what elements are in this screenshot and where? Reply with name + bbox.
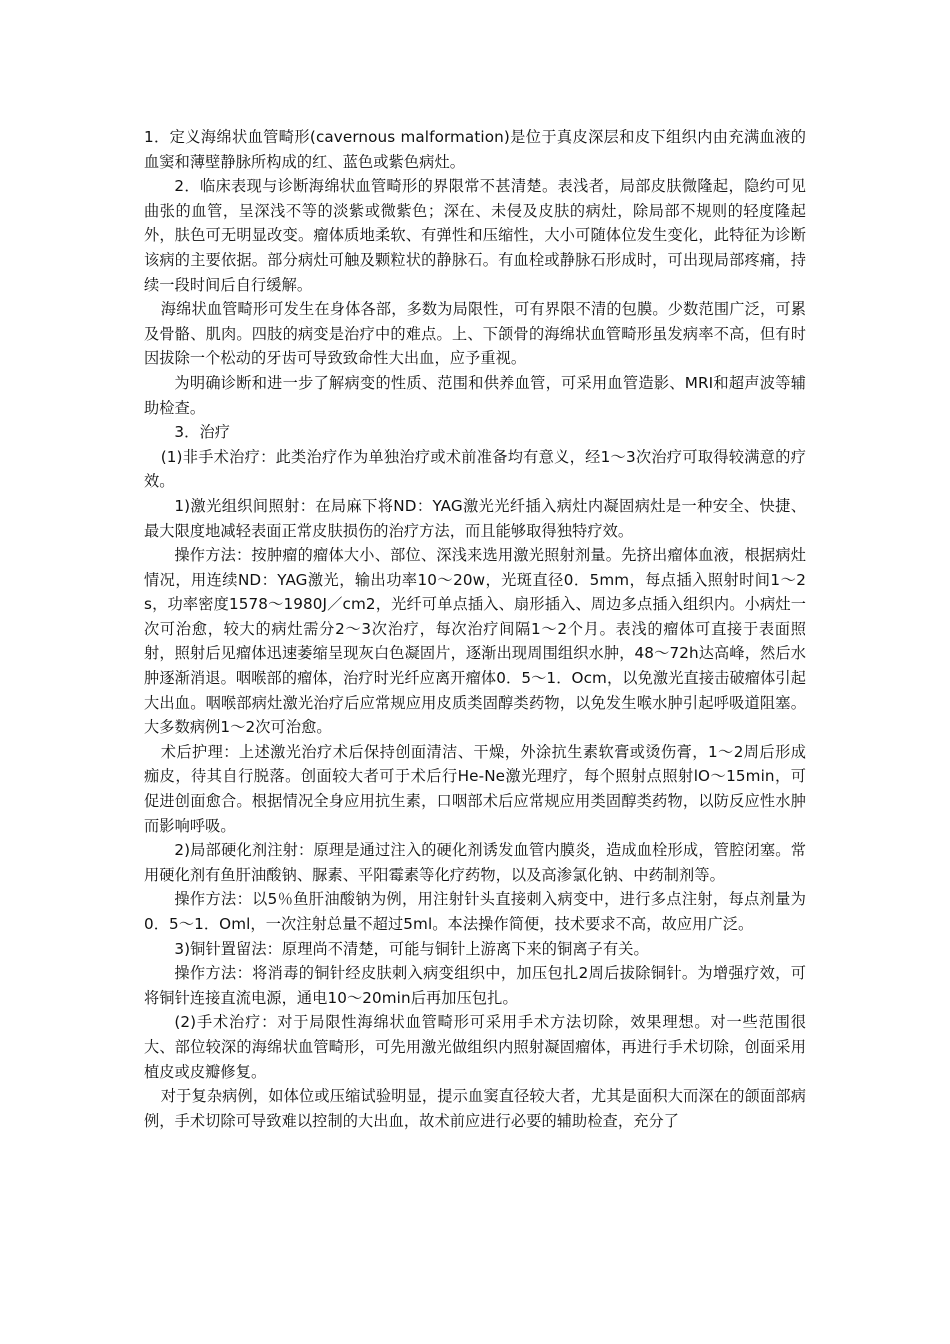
paragraph-clinical-diagnosis: 2．临床表现与诊断海绵状血管畸形的界限常不甚清楚。表浅者，局部皮肤微隆起，隐约可见曲张的血管，呈深浅不等的淡紫或微紫色；深在、未侵及皮肤的病灶，除局部不规则的轻度隆起外，肤色可无明显改变。瘤体质地柔软、有弹性和压缩性，大小可随体位发生变化，此特征为诊断该病的主要依据。部分病灶可触及颗粒状的静脉石。有血栓或静脉石形成时，可出现局部疼痛，持续一段时间后自行缓解。: [144, 177, 806, 294]
paragraph-definition: 1．定义海绵状血管畸形(cavernous malformation)是位于真皮深层和皮下组织内由充满血液的血窦和薄壁静脉所构成的红、蓝色或紫色病灶。: [144, 128, 806, 171]
paragraph-auxiliary-exam: 为明确诊断和进一步了解病变的性质、范围和供养血管，可采用血管造影、MRI和超声波等辅助检查。: [144, 373, 806, 417]
paragraph-surgical: (2)手术治疗：对于局限性海绵状血管畸形可采用手术方法切除，效果理想。对一些范围很大、部位较深的海绵状血管畸形，可先用激光做组织内照射凝固瘤体，再进行手术切除，创面采用植皮或皮瓣修复。: [144, 1013, 806, 1081]
paragraph-laser: 1)激光组织间照射：在局麻下将ND：YAG激光光纤插入病灶内凝固病灶是一种安全、快捷、最大限度地减轻表面正常皮肤损伤的治疗方法，而且能够取得独特疗效。: [144, 496, 806, 540]
paragraph-sclerotherapy: 2)局部硬化剂注射：原理是通过注入的硬化剂诱发血管内膜炎，造成血栓形成，管腔闭塞。常用硬化剂有鱼肝油酸钠、脲素、平阳霉素等化疗药物，以及高渗氯化钠、中药制剂等。: [144, 841, 806, 884]
paragraph-postop-care: 术后护理：上述激光治疗术后保持创面清洁、干燥，外涂抗生素软膏或烫伤膏，1～2周后形成痂皮，待其自行脱落。创面较大者可于术后行He-Ne激光理疗，每个照射点照射lO～15min，可促进创面愈合。根据情况全身应用抗生素，口咽部术后应常规应用类固醇类药物，以防反应性水肿而影响呼吸。: [144, 742, 806, 835]
paragraph-copper-needle: 3)铜针置留法：原理尚不清楚，可能与铜针上游离下来的铜离子有关。: [174, 939, 649, 958]
section-heading-treatment: 3．治疗: [174, 423, 231, 442]
paragraph-copper-method: 操作方法：将消毒的铜针经皮肤刺入病变组织中，加压包扎2周后拔除铜针。为增强疗效，可将铜针连接直流电源，通电10～20min后再加压包扎。: [144, 964, 806, 1007]
document-body: [144, 125, 806, 1133]
paragraph-laser-method: 操作方法：按肿瘤的瘤体大小、部位、深浅来选用激光照射剂量。先挤出瘤体血液，根据病灶情况，用连续ND：YAG激光，输出功率10～20w，光斑直径0．5mm，每点插入照射时间1～2s，功率密度1578～1980J／cm2，光纤可单点插入、扇形插入、周边多点插入组织内。小病灶一次可治愈，较大的病灶需分2～3次治疗，每次治疗间隔1～2个月。表浅的瘤体可直接于表面照射，照射后见瘤体迅速萎缩呈现灰白色凝固片，逐渐出现周围组织水肿，48～72h达高峰，然后水肿逐渐消退。咽喉部的瘤体，治疗时光纤应离开瘤体0．5～1．Ocm，以免激光直接击破瘤体引起大出血。咽喉部病灶激光治疗后应常规应用皮质类固醇类药物，以免发生喉水肿引起呼吸道阻塞。大多数病例1～2次可治愈。: [144, 546, 806, 737]
paragraph-complex-cases: 对于复杂病例，如体位或压缩试验明显，提示血窦直径较大者，尤其是面积大而深在的颌面部病例，手术切除可导致难以控制的大出血，故术前应进行必要的辅助检查，充分了: [144, 1087, 806, 1130]
paragraph-location: 海绵状血管畸形可发生在身体各部，多数为局限性，可有界限不清的包膜。少数范围广泛，可累及骨骼、肌肉。四肢的病变是治疗中的难点。上、下颌骨的海绵状血管畸形虽发病率不高，但有时因拔除一个松动的牙齿可导致致命性大出血，应予重视。: [144, 300, 806, 368]
paragraph-nonsurgical: (1)非手术治疗：此类治疗作为单独治疗或术前准备均有意义，经1～3次治疗可取得较满意的疗效。: [144, 447, 806, 491]
paragraph-sclerotherapy-method: 操作方法：以5％鱼肝油酸钠为例，用注射针头直接刺入病变中，进行多点注射，每点剂量为0．5～1．Oml，一次注射总量不超过5ml。本法操作简便，技术要求不高，故应用广泛。: [144, 890, 806, 933]
